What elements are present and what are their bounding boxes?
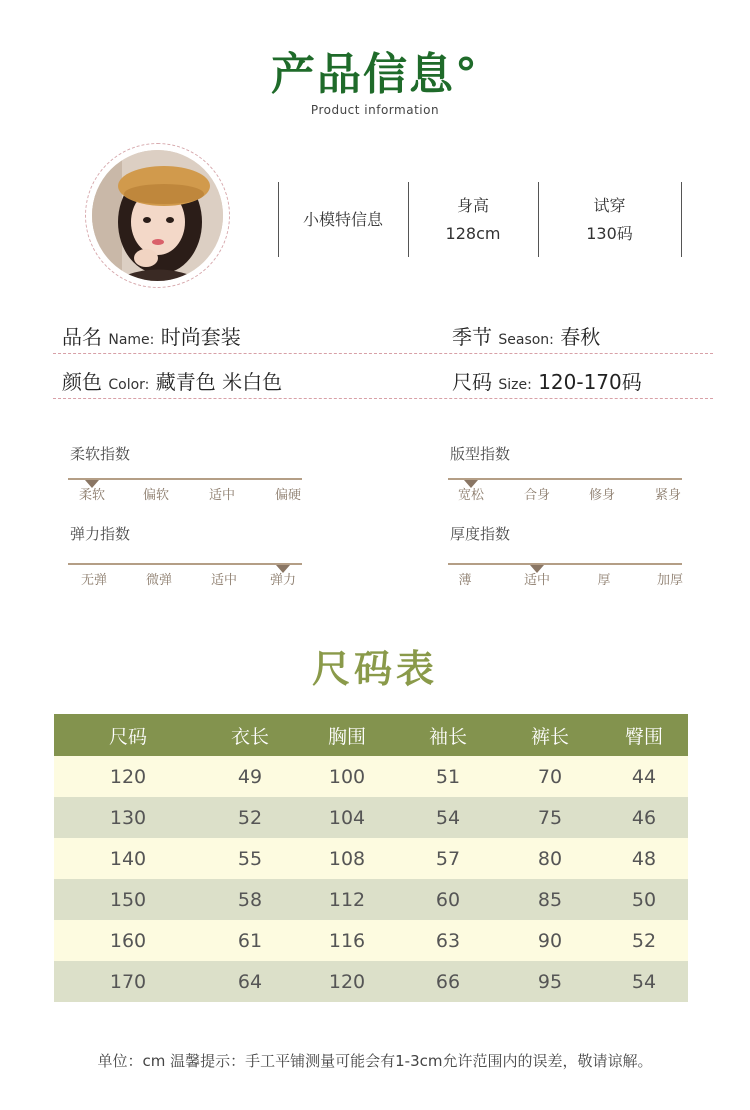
scale-label: 无弹 [80,573,107,588]
height-label: 身高 [456,195,489,215]
table-cell: 108 [328,847,366,870]
model-try-size [538,182,681,257]
scale-label: 紧身 [654,488,681,503]
table-cell: 52 [237,806,263,829]
table-cell: 44 [631,765,657,788]
table-cell: 54 [435,806,461,829]
scale-label: 厚 [597,573,611,588]
size-label: 尺码 [452,370,492,394]
model-height [408,182,538,257]
index-title: 柔软指数 [70,445,131,463]
table-cell: 51 [435,765,461,788]
table-cell: 64 [237,970,263,993]
table-row [54,838,688,879]
season-row [452,321,600,350]
table-cell: 120 [328,970,366,993]
scale-label: 柔软 [78,488,105,503]
table-cell: 57 [435,847,461,870]
header-cell: 衣长 [230,725,269,748]
table-row [54,879,688,920]
header-cell: 袖长 [428,725,467,748]
table-cell: 66 [435,970,461,993]
table-row [54,797,688,838]
table-cell: 170 [109,970,147,993]
table-cell: 63 [435,929,461,952]
table-cell: 75 [537,806,563,829]
scale-label: 适中 [208,488,235,503]
scale-label: 薄 [458,573,472,588]
model-info-label [278,182,408,257]
name-value: 时尚套装 [160,325,241,349]
table-cell: 85 [537,888,563,911]
table-cell: 90 [537,929,563,952]
header-cell: 尺码 [108,725,147,748]
size-table [54,714,688,1002]
table-cell: 50 [631,888,657,911]
divider-dashed [53,353,713,354]
scale-label: 加厚 [656,573,683,588]
size-chart-title: 尺码表 [311,647,438,691]
scale-label: 合身 [523,488,550,503]
table-cell: 58 [237,888,263,911]
scale-label: 适中 [523,573,550,588]
color-value: 藏青色 米白色 [155,370,283,394]
scale-label: 适中 [210,573,237,588]
season-value: 春秋 [560,325,601,349]
table-cell: 61 [237,929,263,952]
color-label: 颜色 [62,370,102,394]
height-value: 128cm [445,223,501,243]
try-label: 试穿 [593,195,626,215]
size-value: 120-170码 [538,370,642,394]
size-range-row [452,366,642,395]
index-title: 厚度指数 [450,525,511,543]
page-subtitle: Product information [310,103,440,117]
table-cell: 52 [631,929,657,952]
table-cell: 49 [237,765,263,788]
table-cell: 54 [631,970,657,993]
scale-label: 微弹 [145,573,172,588]
table-cell: 120 [109,765,147,788]
scale-label: 修身 [588,488,615,503]
footnote: 单位：cm 温馨提示：手工平铺测量可能会有1-3cm允许范围内的误差，敬请谅解。 [97,1052,653,1070]
color-en: Color: [108,377,150,393]
header-cell: 胸围 [327,725,366,748]
table-row [54,920,688,961]
scale-line [448,563,682,565]
color-row [62,366,282,395]
try-value: 130码 [586,223,633,243]
model-photo [92,150,223,281]
table-cell: 116 [328,929,366,952]
table-cell: 70 [537,765,563,788]
season-label: 季节 [452,325,492,349]
table-cell: 100 [328,765,366,788]
header-cell: 臀围 [624,725,663,748]
name-en: Name: [108,332,155,348]
scale-line [68,478,302,480]
index-title: 版型指数 [450,445,511,463]
table-cell: 80 [537,847,563,870]
table-cell: 104 [328,806,366,829]
season-en: Season: [498,332,554,348]
scale-label: 偏软 [142,488,169,503]
header-cell: 裤长 [530,725,569,748]
size-en: Size: [498,377,532,393]
table-cell: 140 [109,847,147,870]
table-cell: 46 [631,806,657,829]
table-cell: 150 [109,888,147,911]
table-row [54,756,688,797]
scale-label: 偏硬 [274,488,301,503]
table-row [54,961,688,1002]
index-title: 弹力指数 [70,525,131,543]
table-header-row [54,714,688,756]
table-cell: 160 [109,929,147,952]
table-cell: 48 [631,847,657,870]
divider-line [681,182,682,257]
table-cell: 55 [237,847,263,870]
product-name-row [62,321,241,350]
scale-line [448,478,682,480]
name-label: 品名 [62,325,102,349]
scale-label: 宽松 [457,488,484,503]
table-cell: 130 [109,806,147,829]
table-cell: 60 [435,888,461,911]
divider-dashed [53,398,713,399]
table-cell: 112 [328,888,366,911]
page-title: 产品信息° [271,49,479,100]
scale-line [68,563,302,565]
model-info-text: 小模特信息 [302,209,383,229]
table-cell: 95 [537,970,563,993]
scale-label: 弹力 [269,573,296,588]
